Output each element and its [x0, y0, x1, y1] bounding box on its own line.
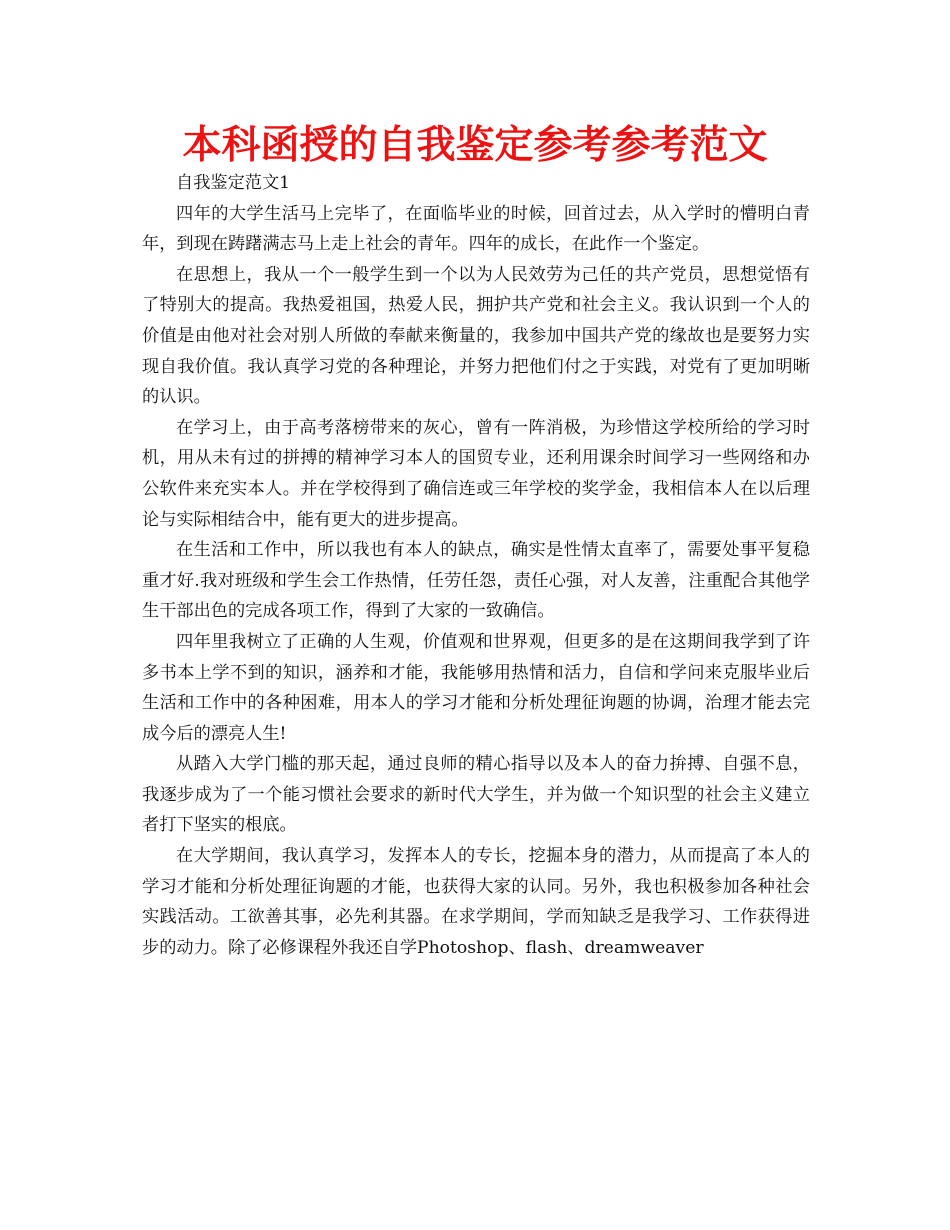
- paragraph: 四年里我树立了正确的人生观，价值观和世界观，但更多的是在这期间我学到了许多书本上学不到的知识，涵养和才能，我能够用热情和活力，自信和学问来克服毕业后生活和工作中的各种困难，用本人的学习才能和分析处理征询题的协调，治理才能去完成今后的漂亮人生!: [142, 631, 810, 744]
- document-body: [142, 168, 810, 963]
- paragraph: 在学习上，由于高考落榜带来的灰心，曾有一阵消极，为珍惜这学校所给的学习时机，用从未有过的拼搏的精神学习本人的国贸专业，还利用课余时间学习一些网络和办公软件来充实本人。并在学校得到了确信连或三年学校的奖学金，我相信本人在以后理论与实际相结合中，能有更大的进步提高。: [142, 417, 810, 530]
- paragraph: 在大学期间，我认真学习，发挥本人的专长，挖掘本身的潜力，从而提高了本人的学习才能和分析处理征询题的才能，也获得大家的认同。另外，我也积极参加各种社会实践活动。工欲善其事，必先利其器。在求学期间，学而知缺乏是我学习、工作获得进步的动力。除了必修课程外我还自学Photoshop、flash、dreamweaver: [142, 846, 810, 958]
- document-title: 本科函授的自我鉴定参考参考范文: [182, 123, 768, 168]
- paragraph: 在思想上，我从一个一般学生到一个以为人民效劳为己任的共产党员，思想觉悟有了特别大的提高。我热爱祖国，热爱人民，拥护共产党和社会主义。我认识到一个人的价值是由他对社会对别人所做的奉献来衡量的，我参加中国共产党的缘故也是要努力实现自我价值。我认真学习党的各种理论，并努力把他们付之于实践，对党有了更加明晰的认识。: [142, 264, 810, 408]
- paragraph: 在生活和工作中，所以我也有本人的缺点，确实是性情太直率了，需要处事平复稳重才好.我对班级和学生会工作热情，任劳任怨，责任心强，对人友善，注重配合其他学生干部出色的完成各项工作，得到了大家的一致确信。: [142, 540, 810, 622]
- paragraph: 四年的大学生活马上完毕了，在面临毕业的时候，回首过去，从入学时的懵明白青年，到现在踌躇满志马上走上社会的青年。四年的成长，在此作一个鉴定。: [142, 203, 810, 255]
- paragraph: 从踏入大学门槛的那天起，通过良师的精心指导以及本人的奋力拚搏、自强不息，我逐步成为了一个能习惯社会要求的新时代大学生，并为做一个知识型的社会主义建立者打下坚实的根底。: [142, 754, 810, 836]
- section-subheading: 自我鉴定范文1: [176, 173, 291, 193]
